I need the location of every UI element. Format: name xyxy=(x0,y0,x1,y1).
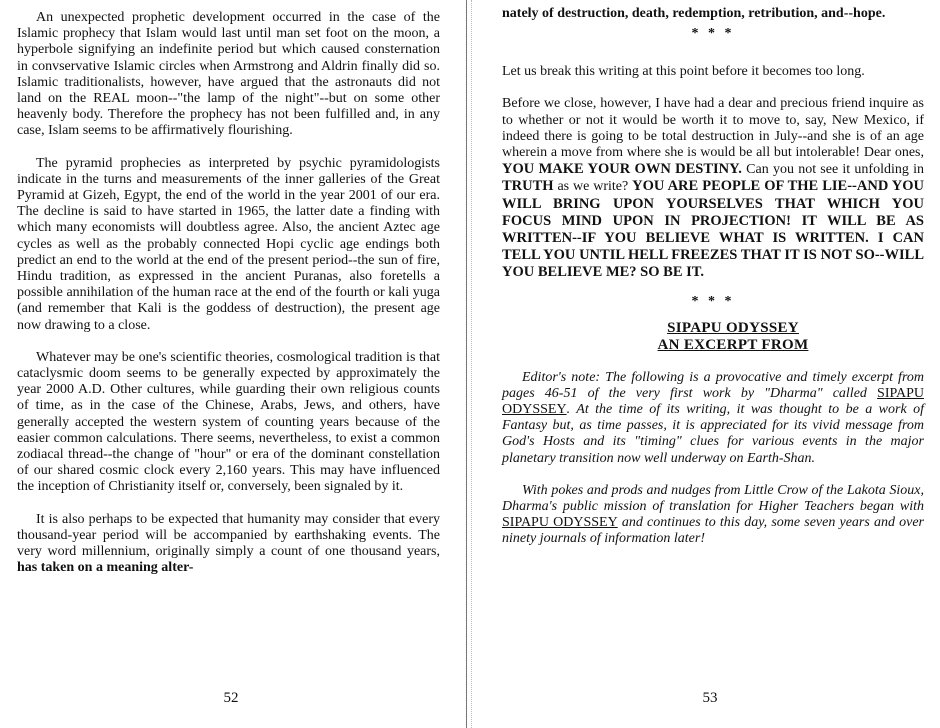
page-number-right: 53 xyxy=(702,690,718,706)
destiny-mid: Can you not see it unfolding in xyxy=(741,162,924,178)
editors-note-a: Editor's note: The following is a provocative and timely excerpt from pages 46-51 of the very first work by "Dharma" called xyxy=(502,369,924,401)
paragraph-pokes-prods xyxy=(502,483,924,548)
paragraph-destiny xyxy=(502,96,924,281)
section-divider-stars: * * * xyxy=(691,26,735,42)
destiny-caps-3: YOU ARE PEOPLE OF THE LIE--AND YOU WILL BRING UPON YOURSELVES THAT WHICH YOU FOCUS MIND UPON IN PROJECTION! IT WILL BE AS WRITTEN--IF YOU BELIEVE WHAT IS WRITTEN. I CAN TELL YOU UNTIL HELL FREEZES THAT IT IS NOT SO--WILL YOU BELIEVE ME? SO BE IT. xyxy=(502,178,925,281)
book-gutter xyxy=(466,0,472,728)
destiny-caps-truth: TRUTH xyxy=(502,178,554,195)
heading-an-excerpt-from: AN EXCERPT FROM xyxy=(657,336,809,353)
section-divider-stars-2: * * * xyxy=(691,293,735,309)
millennium-bold-text: has taken on a meaning alter- xyxy=(17,560,194,576)
pokes-a: With pokes and prods and nudges from Little Crow of the Lakota Sioux, Dharma's public mission of translation for Higher Teachers began with xyxy=(502,482,924,515)
paragraph-break-writing: Let us break this writing at this point before it becomes too long. xyxy=(502,64,865,80)
pokes-b: and continues to this day, some seven years and over ninety journals of information later! xyxy=(502,515,924,547)
editors-note-b: . At the time of its writing, it was thought to be a work of Fantasy but, as time passes, it is appreciated for its vivid message from God's Hosts and its "timing" clues for various events in the major planetary transition now well underway on Earth-Shan. xyxy=(502,402,924,466)
excerpt-heading xyxy=(542,320,924,354)
paragraph-islam-prophecy: An unexpected prophetic development occurred in the case of the Islamic prophecy that Islam would last until man set foot on the moon, a hyperbole signifying an indefinite period but which caused consternation in convservative Islamic circles when Armstrong and Aldrin finally did so. Islamic traditionalists, however, have argued that the astronauts did not land on the REAL moon--"the lamp of the night"--but on some other heavenly body. Therefore the prophecy has not been fulfilled and, in any case, Islam seems to be affirmatively flourishing. xyxy=(17,10,440,139)
destiny-caps-1: YOU MAKE YOUR OWN DESTINY. xyxy=(502,161,742,178)
editors-note-title: SIPAPU ODYSSEY xyxy=(502,385,924,418)
destiny-mid-2: as we write? xyxy=(553,179,633,195)
pokes-title: SIPAPU ODYSSEY xyxy=(502,515,618,531)
paragraph-editors-note xyxy=(502,370,924,467)
left-page xyxy=(0,0,462,728)
destiny-intro: Before we close, however, I have had a dear and precious friend inquire as to whether or not it would be worth it to move to, say, New Mexico, if indeed there is going to be total destruction in July--and she is of an age wherein a move from where she is would be all but intolerable! Dear ones, xyxy=(502,96,924,161)
paragraph-millennium xyxy=(17,512,440,577)
right-page xyxy=(480,0,940,728)
heading-sipapu-odyssey: SIPAPU ODYSSEY xyxy=(667,319,799,336)
page-number-left: 52 xyxy=(223,690,239,706)
paragraph-cosmological-tradition: Whatever may be one's scientific theories, cosmological tradition is that cataclysmic doom seems to be generally expected by approximately the year 2000 A.D. Other cultures, while guarding their own religious counts of time, as in the case of the Chinese, Arabs, Jews, and others, have generally accepted the western system of counting years because of the easier common calculations. There seems, nevertheless, to exist a common zodiacal thread--the change of "hour" or era of the dominant constellation of our shared cosmic clock every 2,160 years. This may have influenced the inception of Christianity itself or, conversely, been signaled by it. xyxy=(17,349,440,495)
continuation-text: nately of destruction, death, redemption, retribution, and--hope. xyxy=(502,6,886,21)
paragraph-pyramid-prophecies: The pyramid prophecies as interpreted by psychic pyramidologists indicate in the turns and measurements of the inner galleries of the Great Pyramid at Gizeh, Egypt, the end of the world in the year 2001 of our era. The decline is said to have started in 1965, the latter date a finding with which many economists will doubtless agree. Also, the ancient Aztec age cycles as well as the probably connected Hopi cyclic age endings both predict an end to the world at the end of the present period--the sun of fire, Hindu tradition, as expressed in the ancient Puranas, also foretells a possible annihilation of the human race at the end of the fourth or kali yuga (and remember that Kali is the goddess of destruction), the present age now drawing to a close. xyxy=(17,155,440,333)
millennium-text: It is also perhaps to be expected that humanity may consider that every thousand-year period will be accompanied by earthshaking events. The very word millennium, originally simply a count of one thousand years, xyxy=(17,511,440,560)
